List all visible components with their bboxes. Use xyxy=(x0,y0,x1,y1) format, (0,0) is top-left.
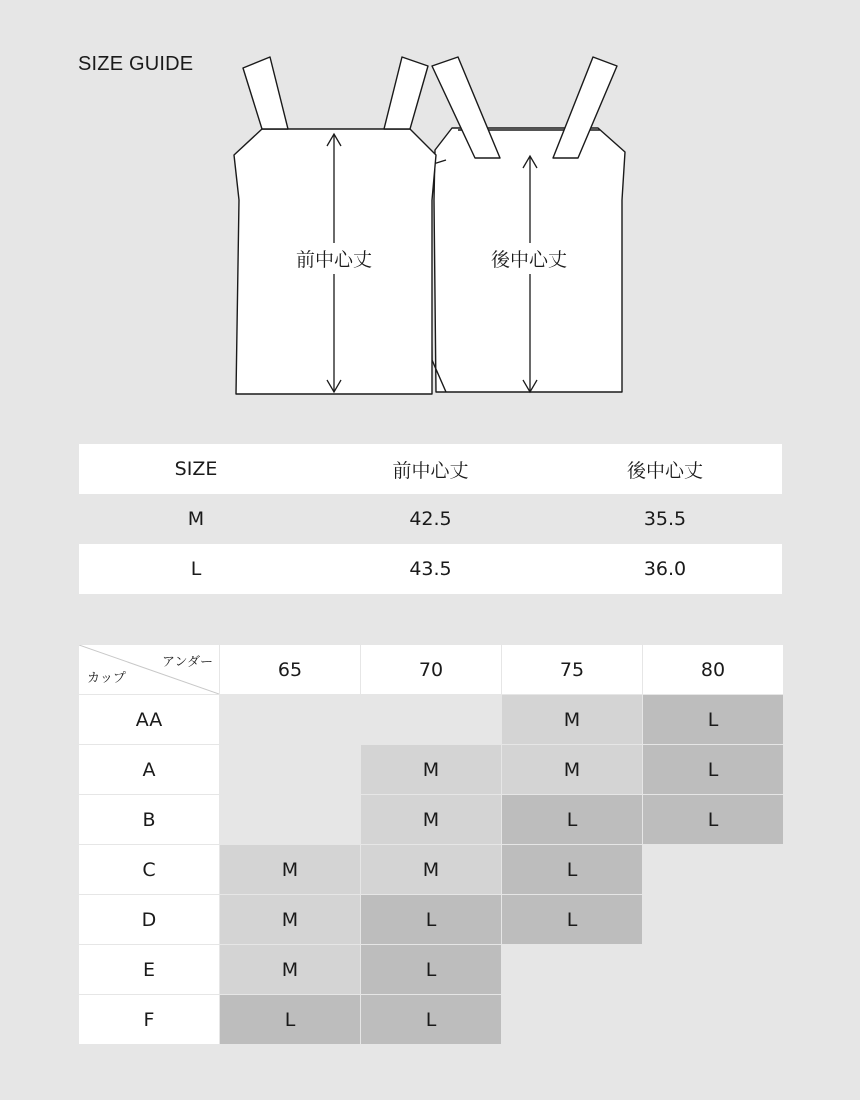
size-cell: L xyxy=(220,995,360,1044)
back-view-illustration xyxy=(430,57,625,392)
cup-header: D xyxy=(79,895,219,944)
cup-size-chart xyxy=(79,645,783,1044)
size-cell: M xyxy=(361,795,501,844)
header-size: SIZE xyxy=(174,458,218,480)
header-back-length: 後中心丈 xyxy=(626,459,703,482)
row-front-length: 43.5 xyxy=(409,558,452,580)
size-cell: L xyxy=(361,995,501,1044)
size-cell: L xyxy=(361,945,501,994)
cup-header: AA xyxy=(79,695,219,744)
under-header: 70 xyxy=(361,645,501,694)
header-front-length: 前中心丈 xyxy=(392,459,469,482)
cup-header: F xyxy=(79,995,219,1044)
front-view-illustration xyxy=(234,57,436,394)
cup-header: C xyxy=(79,845,219,894)
row-back-length: 36.0 xyxy=(643,558,687,580)
row-size: M xyxy=(187,508,205,530)
table-row xyxy=(79,544,782,594)
back-length-label: 後中心丈 xyxy=(487,243,571,274)
empty-cell xyxy=(502,995,642,1044)
empty-cell xyxy=(361,695,501,744)
empty-cell xyxy=(643,945,783,994)
empty-cell xyxy=(220,795,360,844)
cup-header: B xyxy=(79,795,219,844)
size-cell: L xyxy=(502,795,642,844)
size-cell: M xyxy=(361,845,501,894)
under-header: 65 xyxy=(220,645,360,694)
garment-diagram xyxy=(0,0,860,420)
size-cell: M xyxy=(502,695,642,744)
empty-cell xyxy=(643,895,783,944)
page-title: SIZE GUIDE xyxy=(78,53,194,75)
size-cell: L xyxy=(502,845,642,894)
corner-header xyxy=(79,645,219,694)
size-cell: L xyxy=(502,895,642,944)
front-length-label: 前中心丈 xyxy=(292,243,376,274)
size-cell: M xyxy=(220,895,360,944)
size-table xyxy=(79,444,782,594)
size-cell: L xyxy=(643,695,783,744)
under-label: アンダー xyxy=(162,655,213,670)
under-header: 80 xyxy=(643,645,783,694)
size-cell: L xyxy=(643,795,783,844)
cup-header: E xyxy=(79,945,219,994)
row-front-length: 42.5 xyxy=(409,508,452,530)
size-cell: M xyxy=(220,945,360,994)
size-table-header xyxy=(79,444,782,494)
row-back-length: 35.5 xyxy=(643,508,687,530)
row-size: L xyxy=(190,558,202,580)
cup-header: A xyxy=(79,745,219,794)
size-cell: L xyxy=(643,745,783,794)
size-cell: M xyxy=(220,845,360,894)
under-header: 75 xyxy=(502,645,642,694)
empty-cell xyxy=(643,845,783,894)
size-cell: L xyxy=(361,895,501,944)
cup-label: カップ xyxy=(87,671,126,686)
size-cell: M xyxy=(502,745,642,794)
empty-cell xyxy=(643,995,783,1044)
table-row xyxy=(79,494,782,544)
empty-cell xyxy=(502,945,642,994)
empty-cell xyxy=(220,745,360,794)
empty-cell xyxy=(220,695,360,744)
size-cell: M xyxy=(361,745,501,794)
